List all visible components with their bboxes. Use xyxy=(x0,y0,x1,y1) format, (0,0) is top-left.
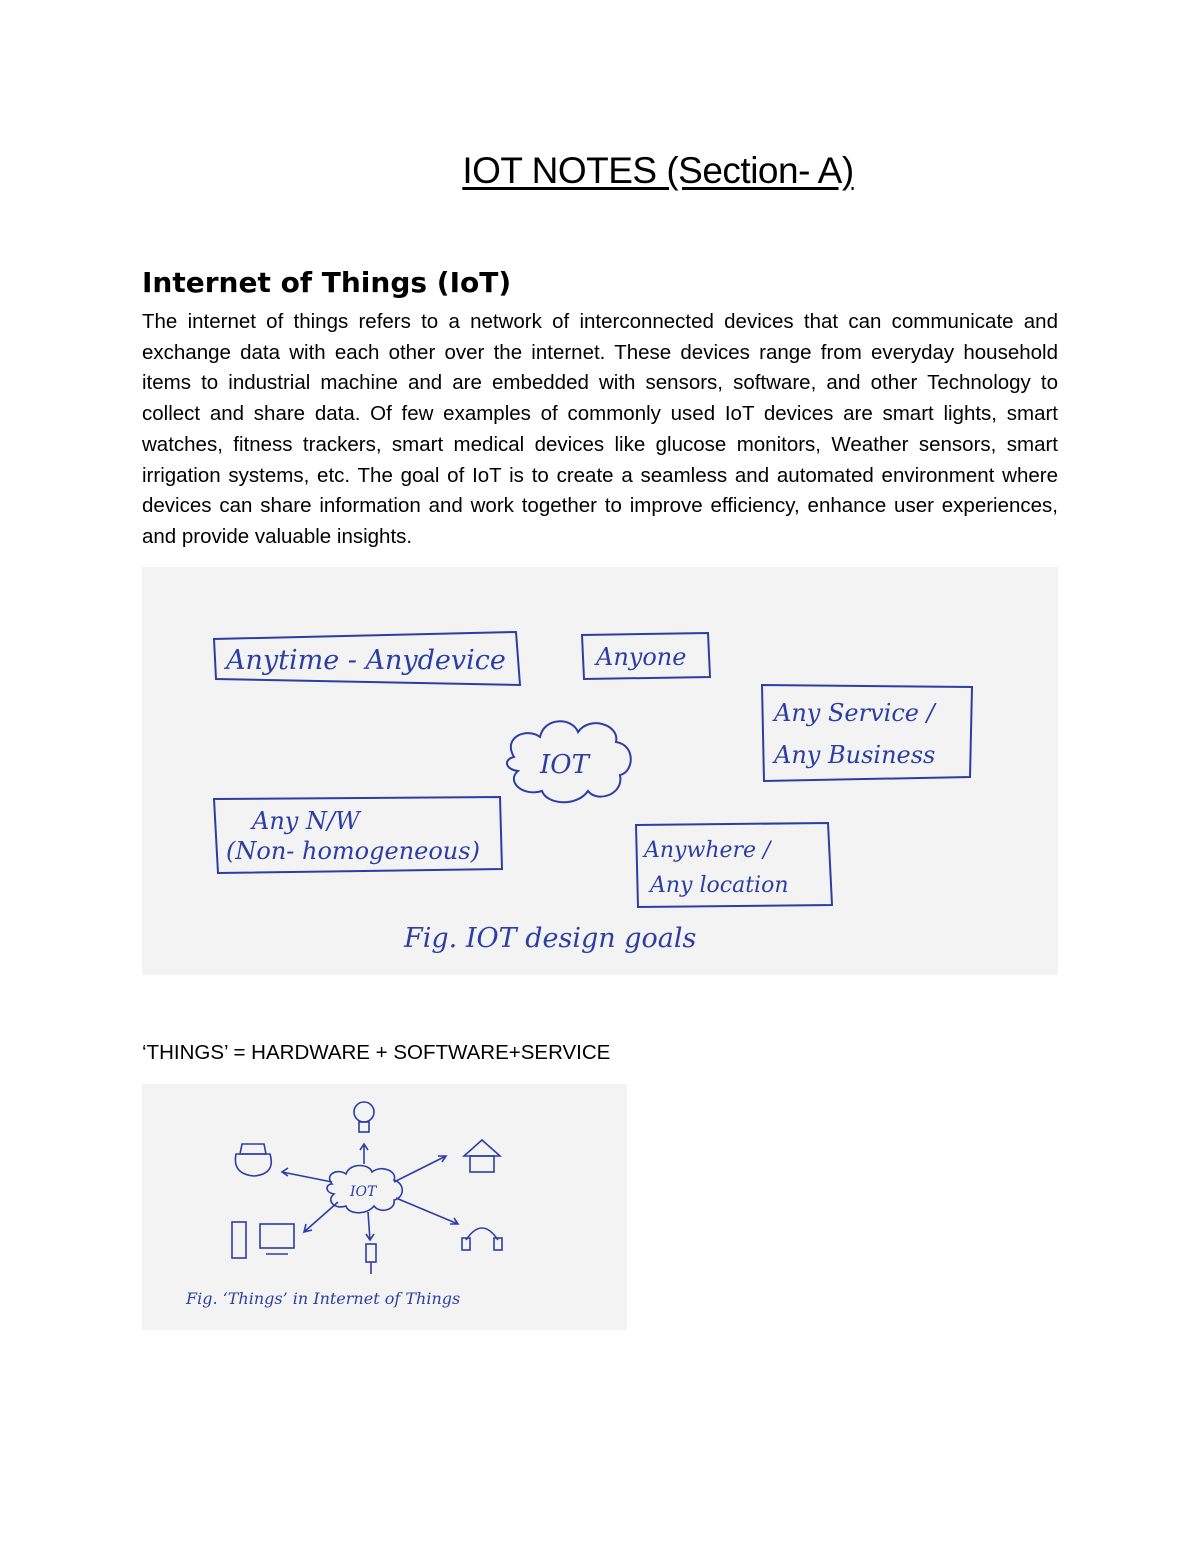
page-title: IOT NOTES (Section- A) xyxy=(462,150,854,191)
text-anytime: Anytime - Anydevice xyxy=(226,645,506,676)
arrow-right xyxy=(394,1156,446,1182)
computer-icon xyxy=(232,1222,294,1258)
section-heading: Internet of Things (IoT) xyxy=(142,266,512,299)
arrow-left xyxy=(282,1168,332,1182)
body-paragraph: The internet of things refers to a network of interconnected devices that can communicate and exchange data with each other over the internet. These devices range from everyday household items to industrial machine and are embedded with sensors, software, and other Technology to collect and share data. Of few examples of commonly used IoT devices are smart lights, smart watches, fitness trackers, smart medical devices like glucose monitors, Weather sensors, smart irrigation systems, etc. The goal of IoT is to create a seamless and automated environment where devices can share information and work together to improve efficiency, enhance user experiences, and provide valuable insights. xyxy=(142,310,1058,548)
text-center: IOT xyxy=(540,750,589,780)
figure-caption: Fig. IOT design goals xyxy=(404,923,697,954)
things-figure-caption: Fig. ‘Things’ in Internet of Things xyxy=(186,1289,461,1308)
text-service-2: Any Business xyxy=(774,741,936,769)
arrow-down-right xyxy=(396,1198,458,1224)
things-center-label: IOT xyxy=(350,1184,377,1200)
text-network-1: Any N/W xyxy=(252,807,360,835)
text-network-2: (Non- homogeneous) xyxy=(226,837,480,865)
things-equation: ‘THINGS’ = HARDWARE + SOFTWARE+SERVICE xyxy=(142,1041,611,1064)
house-icon xyxy=(464,1140,500,1172)
text-service-1: Any Service / xyxy=(774,699,935,727)
text-anywhere-2: Any location xyxy=(650,873,789,898)
text-anywhere-1: Anywhere / xyxy=(644,838,771,863)
text-anyone: Anyone xyxy=(596,643,687,671)
bulb-icon xyxy=(354,1102,374,1132)
headphones-icon xyxy=(462,1228,502,1250)
sensor-icon xyxy=(366,1244,376,1274)
iot-design-goals-figure xyxy=(142,567,1058,975)
arrow-down-left xyxy=(304,1202,338,1232)
arrow-down xyxy=(366,1212,374,1240)
arrow-up xyxy=(360,1144,368,1164)
things-figure xyxy=(142,1084,627,1330)
kettle-icon xyxy=(235,1144,271,1176)
